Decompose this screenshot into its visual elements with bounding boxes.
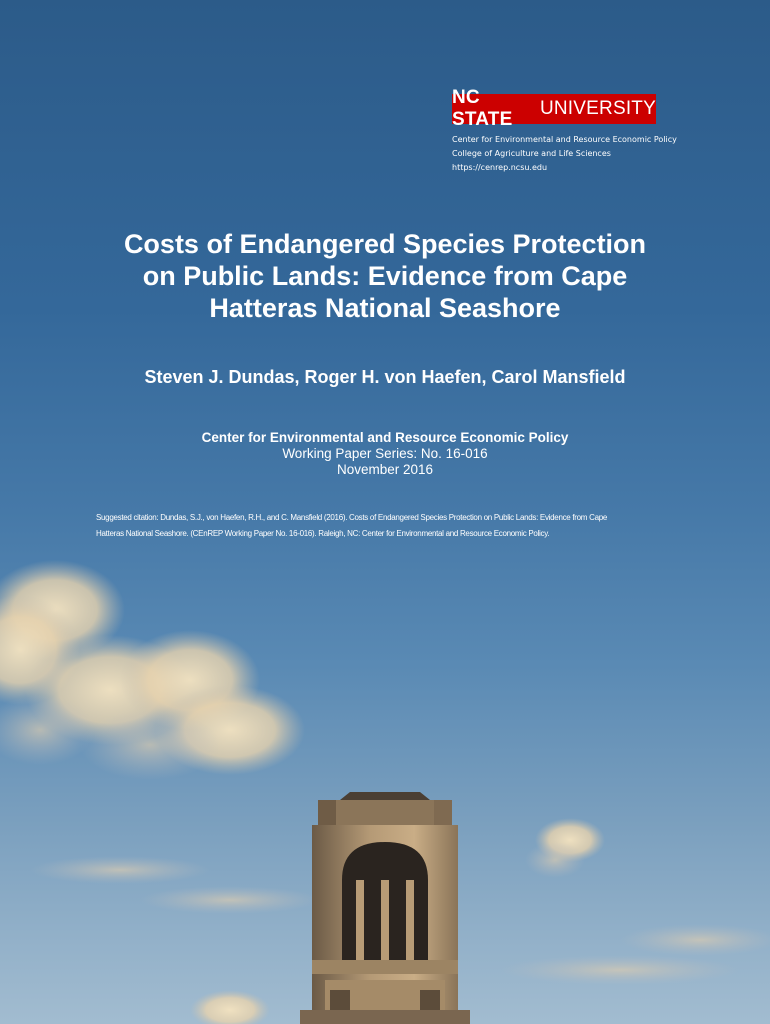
title-line-3: Hatteras National Seashore xyxy=(209,293,561,323)
title-line-1: Costs of Endangered Species Protection xyxy=(123,229,647,259)
citation-line-1: Suggested citation: Dundas, S.J., von Haefen, R.H., and C. Mansfield (2016). Costs of Endangered Species Protection on Public Lands: Evidence from Cape xyxy=(96,513,608,522)
series-block xyxy=(40,430,730,478)
affiliation-center: Center for Environmental and Resource Economic Policy xyxy=(452,135,677,144)
title-line-2: on Public Lands: Evidence from Cape xyxy=(142,261,628,291)
cloud-left xyxy=(0,560,305,780)
series-date: November 2016 xyxy=(336,462,434,477)
page-title xyxy=(40,228,730,324)
affiliation-block xyxy=(452,133,677,175)
suggested-citation xyxy=(96,510,686,542)
bell-tower xyxy=(300,792,470,1024)
logo-bold-text: NC STATE xyxy=(452,87,513,130)
series-paper-number: Working Paper Series: No. 16-016 xyxy=(282,446,488,461)
series-center: Center for Environmental and Resource Economic Policy xyxy=(201,430,569,445)
citation-line-2: Hatteras National Seashore. (CEnREP Working Paper No. 16-016). Raleigh, NC: Center for Environmental and Resource Economic Policy. xyxy=(96,529,550,538)
logo-light-text: UNIVERSITY xyxy=(539,98,656,119)
nc-state-logo xyxy=(452,87,656,130)
affiliation-url[interactable]: https://cenrep.ncsu.edu xyxy=(452,163,548,172)
affiliation-college: College of Agriculture and Life Sciences xyxy=(452,149,611,158)
authors: Steven J. Dundas, Roger H. von Haefen, Carol Mansfield xyxy=(144,367,626,387)
